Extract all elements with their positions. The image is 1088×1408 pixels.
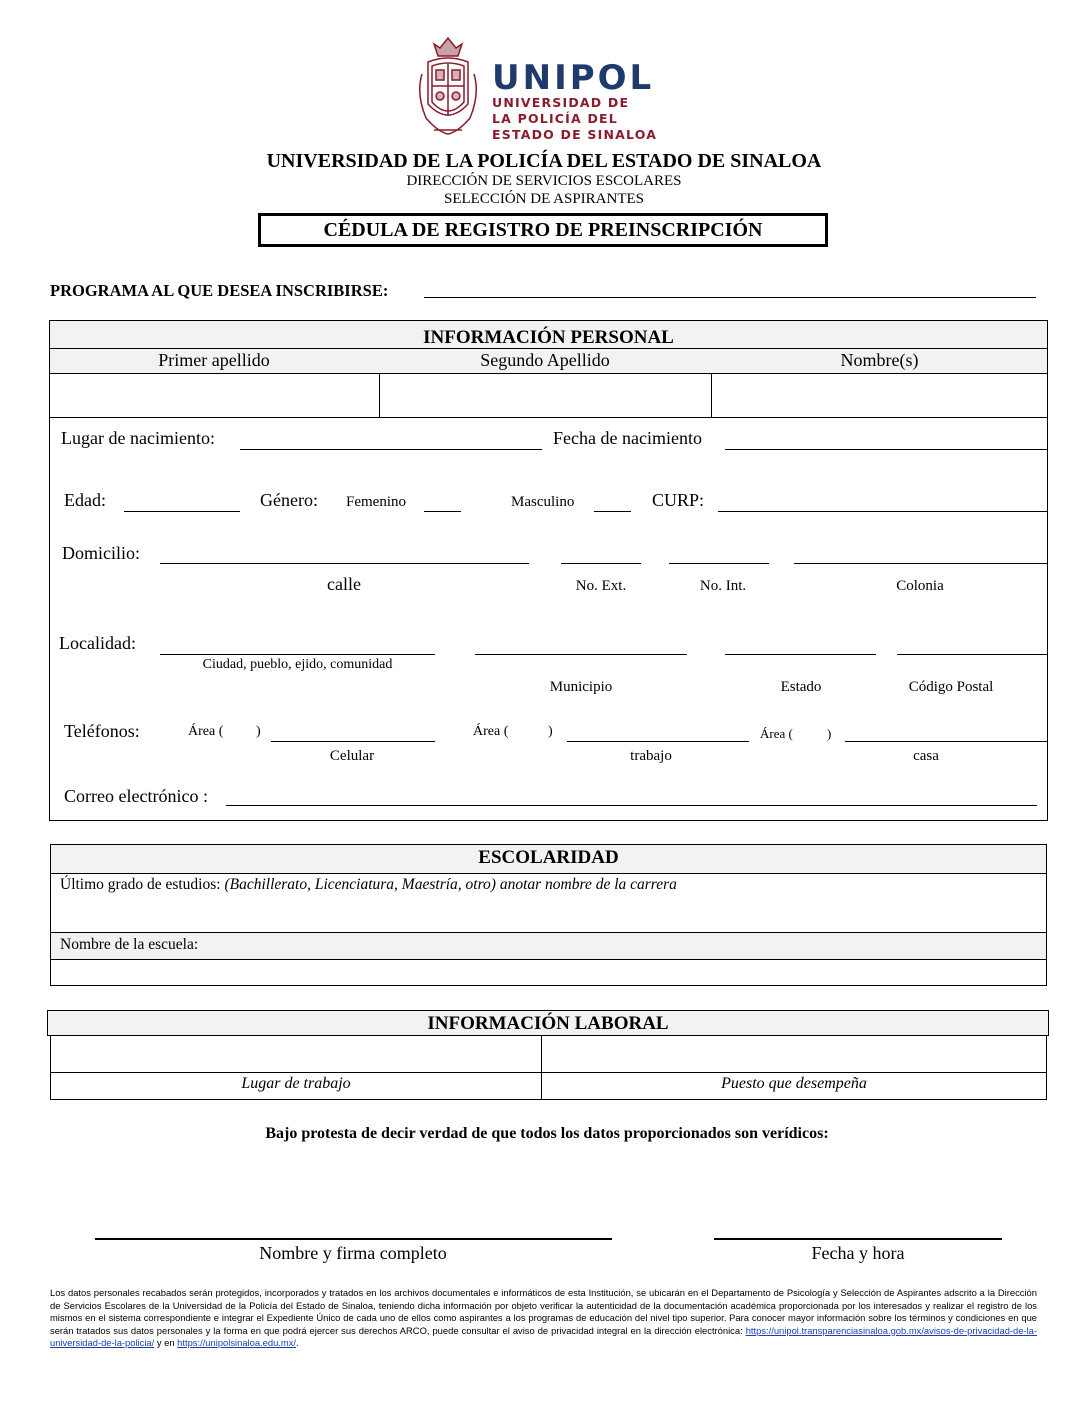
date-line[interactable]	[714, 1238, 1002, 1240]
locality-caption: Ciudad, pueblo, ejido, comunidad	[202, 657, 393, 672]
area-close-work: )	[548, 724, 553, 739]
privacy-end: .	[296, 1337, 299, 1349]
state-caption: Estado	[780, 679, 822, 695]
cell-phone-input[interactable]	[271, 741, 435, 742]
workplace-caption: Lugar de trabajo	[241, 1075, 351, 1092]
area-close-cell: )	[256, 724, 261, 739]
first-surname-header: Primer apellido	[158, 350, 270, 370]
declaration-text: Bajo protesta de decir verdad de que todos los datos proporcionados son verídicos:	[265, 1125, 829, 1142]
privacy-join: y en	[154, 1337, 178, 1349]
logo-line-3: ESTADO DE SINALOA	[492, 127, 658, 142]
area-label-cell: Área (	[188, 724, 224, 739]
locality-label: Localidad:	[59, 633, 136, 653]
last-grade-hint: (Bachillerato, Licenciatura, Maestría, otro) anotar nombre de la carrera	[224, 876, 677, 893]
first-surname-field[interactable]	[49, 373, 380, 418]
schooling-title: ESCOLARIDAD	[50, 844, 1047, 874]
home-caption: casa	[913, 748, 939, 764]
birthplace-label: Lugar de nacimiento:	[61, 428, 215, 448]
signature-caption: Nombre y firma completo	[259, 1243, 447, 1263]
privacy-link-site[interactable]: https://unipolsinaloa.edu.mx/	[177, 1337, 296, 1349]
form-title: CÉDULA DE REGISTRO DE PREINSCRIPCIÓN	[258, 213, 828, 247]
logo-line-1: UNIVERSIDAD DE	[492, 95, 630, 110]
privacy-text: Los datos personales recabados serán protegidos, incorporados y tratados en los archivos documentales e informáticos de esta Institución, se ubicarán en el Departamento de Psicología y Selección de Aspirantes adscrito a la Dirección de Servicios Escolares de la Universidad de la Policía del Estado de Sinaloa, teniendo dicha información por objeto verificar la autenticidad de la documentación académica proporcionada por los interesados y realizar el registro de los mismos en el sistema correspondiente e integrar el Expediente Único de cada uno de ellos como aspirantes a los programas de educación del nivel tipo superior. Para conocer mayor información sobre los términos y condiciones en que serán tratados sus datos personales y la forma en que podrá ejercer sus derechos ARCO, puede consultar el aviso de privacidad integral en la dirección electrónica:	[50, 1287, 1037, 1336]
privacy-notice	[50, 1287, 1037, 1350]
area-label-home: Área (	[760, 726, 793, 741]
int-number-input[interactable]	[669, 563, 769, 564]
street-input[interactable]	[160, 563, 529, 564]
home-phone-input[interactable]	[845, 741, 1047, 742]
email-input[interactable]	[226, 805, 1037, 806]
zip-caption: Código Postal	[908, 679, 994, 695]
municipality-caption: Municipio	[549, 679, 613, 695]
university-name: UNIVERSIDAD DE LA POLICÍA DEL ESTADO DE SINALOA	[266, 150, 822, 172]
school-name-label: Nombre de la escuela:	[60, 936, 199, 953]
selection-name: SELECCIÓN DE ASPIRANTES	[443, 191, 645, 207]
phones-label: Teléfonos:	[64, 721, 140, 741]
locality-input[interactable]	[160, 654, 435, 655]
ext-number-input[interactable]	[561, 563, 641, 564]
area-label-work: Área (	[473, 724, 509, 739]
email-label: Correo electrónico :	[64, 786, 208, 806]
logo-acronym: UNIPOL	[492, 58, 655, 98]
program-label: PROGRAMA AL QUE DESEA INSCRIBIRSE:	[50, 281, 389, 300]
female-label: Femenino	[346, 494, 406, 510]
gender-label: Género:	[260, 490, 318, 510]
birthplace-input[interactable]	[240, 449, 542, 450]
logo-line-2: LA POLICÍA DEL	[492, 111, 618, 126]
personal-info-title: INFORMACIÓN PERSONAL	[49, 320, 1048, 349]
birthdate-input[interactable]	[725, 449, 1047, 450]
zip-input[interactable]	[897, 654, 1047, 655]
age-label: Edad:	[64, 490, 106, 510]
last-grade-label: Último grado de estudios:	[60, 876, 221, 893]
int-number-caption: No. Int.	[699, 578, 747, 594]
street-caption: calle	[327, 574, 361, 594]
work-title: INFORMACIÓN LABORAL	[47, 1010, 1049, 1036]
direction-name: DIRECCIÓN DE SERVICIOS ESCOLARES	[406, 173, 682, 189]
last-grade-row	[60, 876, 677, 894]
curp-label: CURP:	[652, 490, 705, 510]
female-input[interactable]	[424, 511, 461, 512]
given-names-field[interactable]	[711, 373, 1048, 418]
work-phone-input[interactable]	[567, 741, 749, 742]
birthdate-label: Fecha de nacimiento	[553, 428, 702, 448]
position-caption: Puesto que desempeña	[721, 1075, 867, 1092]
second-surname-field[interactable]	[379, 373, 712, 418]
male-label: Masculino	[511, 494, 575, 510]
school-name-row	[50, 932, 1047, 960]
second-surname-header: Segundo Apellido	[480, 350, 610, 370]
work-caption: trabajo	[630, 748, 672, 764]
ext-number-caption: No. Ext.	[575, 578, 627, 594]
state-input[interactable]	[725, 654, 876, 655]
position-field[interactable]	[541, 1035, 1047, 1073]
date-caption: Fecha y hora	[811, 1243, 905, 1263]
privacy-link-transparency[interactable]: https://unipol.transparenciasinaloa.gob.mx/avisos-de-privacidad-de-la-universidad-de-la-policia/	[50, 1324, 1038, 1349]
school-name-field[interactable]	[51, 960, 1046, 985]
cell-caption: Celular	[329, 748, 375, 764]
last-grade-field[interactable]	[51, 894, 1046, 932]
colony-caption: Colonia	[896, 578, 944, 594]
workplace-field[interactable]	[50, 1035, 542, 1073]
signature-line[interactable]	[95, 1238, 612, 1240]
curp-input[interactable]	[718, 511, 1047, 512]
seal-icon	[414, 34, 482, 142]
male-input[interactable]	[594, 511, 631, 512]
university-logo	[414, 34, 664, 144]
age-input[interactable]	[124, 511, 240, 512]
program-input[interactable]	[424, 297, 1036, 298]
given-names-header: Nombre(s)	[840, 350, 919, 370]
colony-input[interactable]	[794, 563, 1047, 564]
municipality-input[interactable]	[475, 654, 687, 655]
area-close-home: )	[827, 726, 832, 741]
address-label: Domicilio:	[62, 543, 140, 563]
